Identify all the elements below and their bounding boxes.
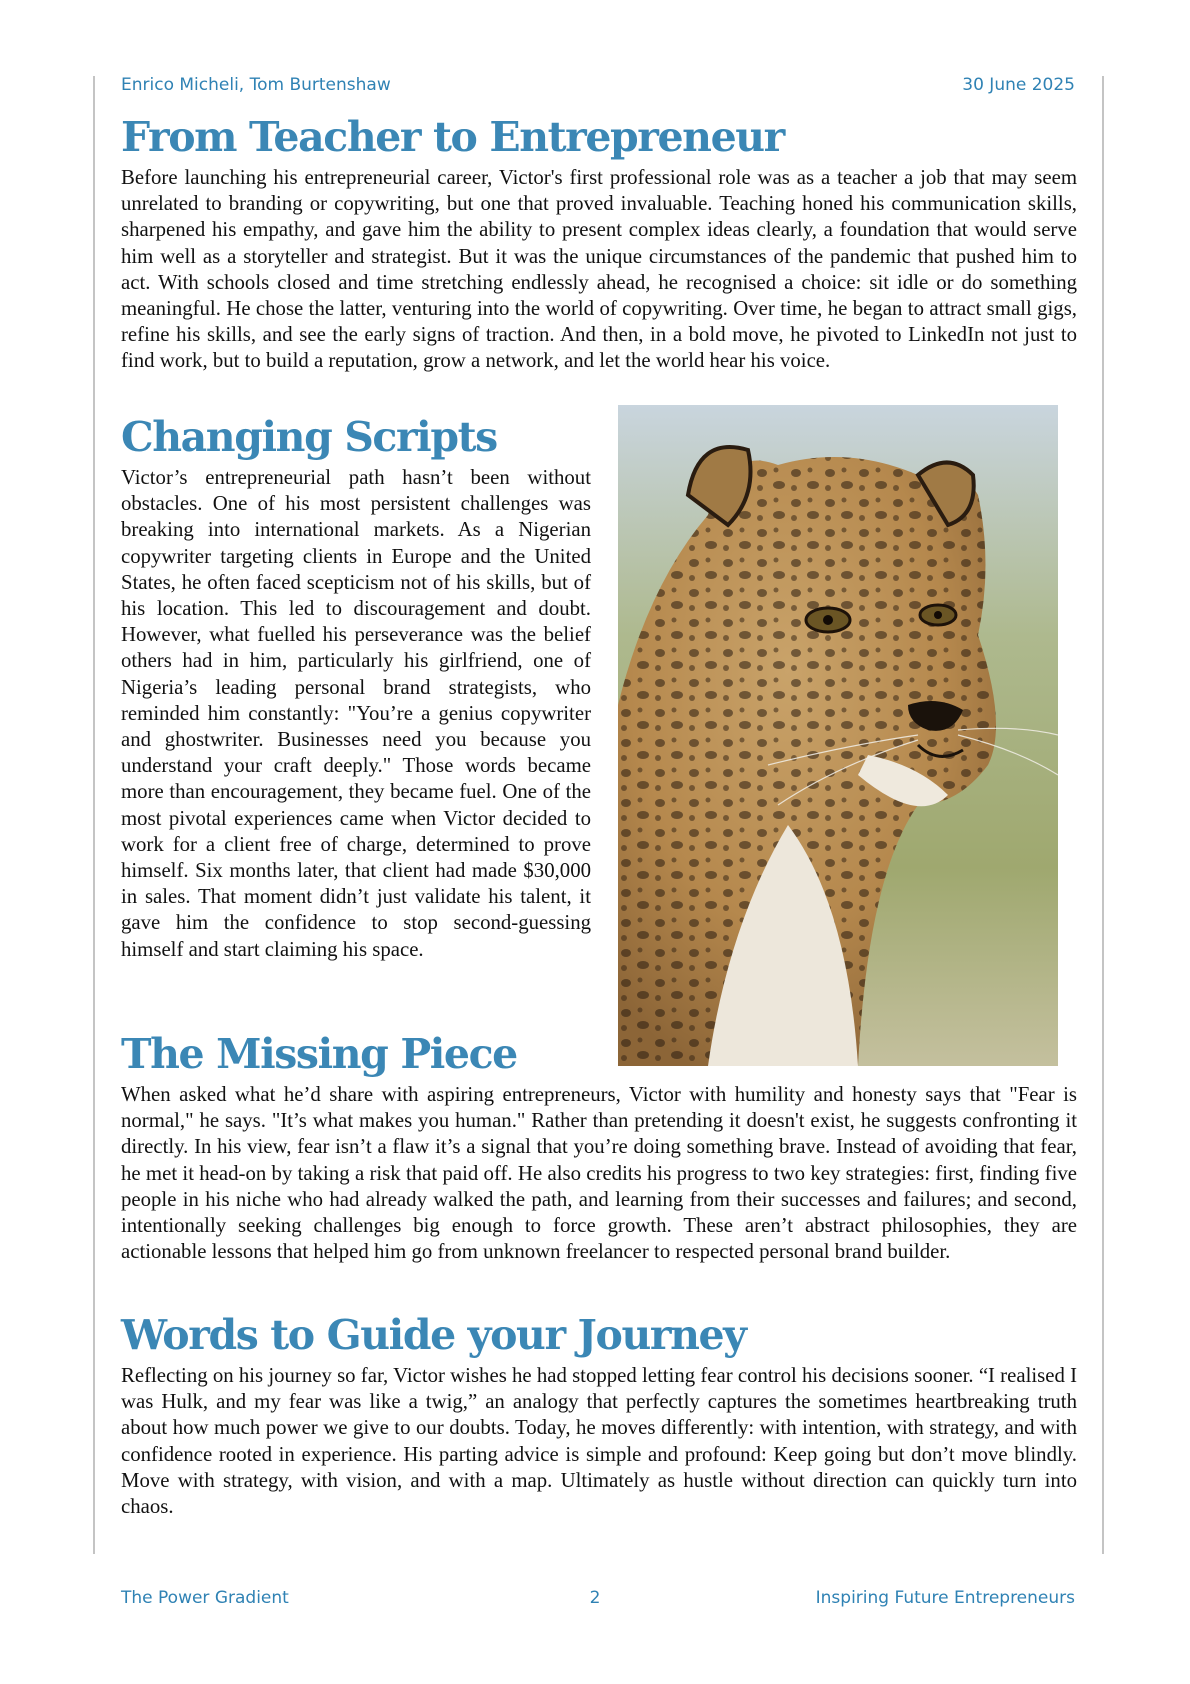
body-words-to-guide: Reflecting on his journey so far, Victor wishes he had stopped letting fear control his decisions sooner. “I realised I was Hulk, and my fear was like a twig,” an analogy that perfectly captures the sometimes heartbreaking truth about how much power we give to our doubts. Today, he moves differently: with intention, with strategy, and with confidence rooted in experience. His parting advice is simple and profound: Keep going but don’t move blindly. Move with strategy, with vision, and with a map. Ultimately as hustle without direction can quickly turn into chaos. <box>121 1364 1077 1519</box>
footer-publication: The Power Gradient <box>121 1588 289 1608</box>
body-changing-scripts: Victor’s entrepreneurial path hasn’t been without obstacles. One of his most persistent challenges was breaking into international markets. As a Nigerian copywriter targeting clients in Europe and the United States, he often faced scepticism not of his skills, but of his location. This led to discouragement and doubt. However, what fuelled his perseverance was the belief others had in him, particularly his girlfriend, one of Nigeria’s leading personal brand strategists, who reminded him constantly: "You’re a genius copywriter and ghostwriter. Businesses need you because you understand your craft deeply." Those words became more than encouragement, they became fuel. One of the most pivotal experiences came when Victor decided to work for a client free of charge, determined to prove himself. Six months later, that client had made $30,000 in sales. That moment didn’t just validate his talent, it gave him the confidence to stop second-guessing himself and start claiming his space. <box>121 466 591 961</box>
header-authors: Enrico Micheli, Tom Burtenshaw <box>121 75 391 95</box>
body-missing-piece: When asked what he’d share with aspiring entrepreneurs, Victor with humility and honesty says that "Fear is normal," he says. "It’s what makes you human." Rather than pretending it doesn't exist, he suggests confronting it directly. In his view, fear isn’t a flaw it’s a signal that you’re doing something brave. Instead of avoiding that fear, he met it head-on by taking a risk that paid off. He also credits his progress to two key strategies: first, finding five people in his niche who had already walked the path, and learning from their successes and failures; and second, intentionally seeking challenges big enough to force growth. These aren’t abstract philosophies, they are actionable lessons that helped him go from unknown freelancer to respected personal brand builder. <box>121 1083 1077 1264</box>
leopard-photo <box>618 405 1058 1066</box>
page-number: 2 <box>589 1588 601 1608</box>
heading-teacher-to-entrepreneur: From Teacher to Entrepreneur <box>121 113 784 161</box>
right-margin-rule <box>1102 76 1104 1554</box>
left-margin-rule <box>93 76 95 1554</box>
header-date: 30 June 2025 <box>962 75 1075 95</box>
heading-words-to-guide: Words to Guide your Journey <box>121 1311 746 1359</box>
footer-tagline: Inspiring Future Entrepreneurs <box>815 1588 1075 1608</box>
body-teacher-to-entrepreneur: Before launching his entrepreneurial career, Victor's first professional role was as a teacher a job that may seem unrelated to branding or copywriting, but one that proved invaluable. Teaching honed his communication skills, sharpened his empathy, and gave him the ability to present complex ideas clearly, a foundation that would serve him well as a storyteller and strategist. But it was the unique circumstances of the pandemic that pushed him to act. With schools closed and time stretching endlessly ahead, he recognised a choice: sit idle or do something meaningful. He chose the latter, venturing into the world of copywriting. Over time, he began to attract small gigs, refine his skills, and see the early signs of traction. And then, in a bold move, he pivoted to LinkedIn not just to find work, but to build a reputation, grow a network, and let the world hear his voice. <box>121 166 1077 373</box>
heading-changing-scripts: Changing Scripts <box>121 413 497 461</box>
heading-missing-piece: The Missing Piece <box>121 1030 517 1078</box>
